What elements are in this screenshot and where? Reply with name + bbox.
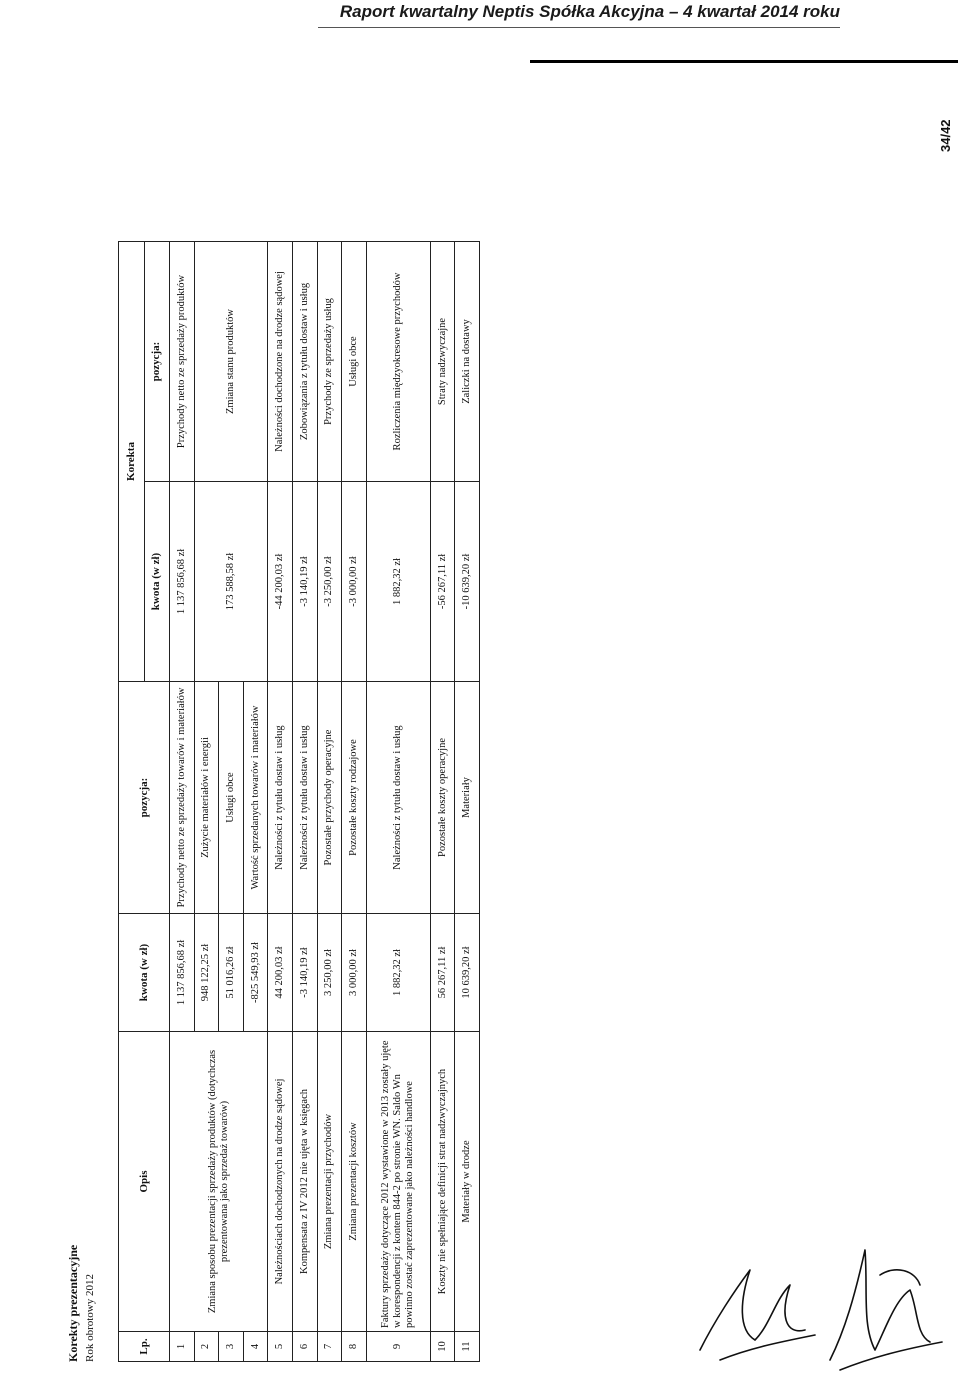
cell-korekta-kwota: -3 140,19 zł [293,482,318,682]
cell-opis: Faktury sprzedaży dotyczące 2012 wystawione w 2013 zostały ujęte w korespondencji z kontem 844-2 po stronie WN. Saldo Wn powinno zostać zaprezentowane jako należności handlowe [366,1032,430,1332]
cell-korekta-pozycja: Zobowiązania z tytułu dostaw i usług [293,242,318,482]
header-rule [318,27,840,28]
header-pozycja: pozycja: [119,682,170,914]
cell-kwota: 56 267,11 zł [430,914,455,1032]
table-row [293,242,318,1362]
cell-opis: Należnościach dochodzonych na drodze sądowej [268,1032,293,1332]
cell-korekta-pozycja: Należności dochodzone na drodze sądowej [268,242,293,482]
cell-lp: 10 [430,1332,455,1362]
header-korekta-pozycja: pozycja: [144,242,170,482]
cell-kwota: -825 549,93 zł [243,914,268,1032]
table-row [366,242,430,1362]
cell-korekta-kwota: -10 639,20 zł [455,482,480,682]
header-korekta-kwota: kwota (w zł) [144,482,170,682]
cell-lp: 3 [219,1332,244,1362]
cell-pozycja: Należności z tytułu dostaw i usług [268,682,293,914]
rotated-scanned-page [60,242,480,1362]
header-korekta: Korekta [119,242,145,682]
cell-korekta-pozycja: Zaliczki na dostawy [455,242,480,482]
cell-lp: 7 [317,1332,342,1362]
cell-lp: 1 [170,1332,195,1362]
cell-lp: 4 [243,1332,268,1362]
report-header-title: Raport kwartalny Neptis Spółka Akcyjna – 4 kwartał 2014 roku [339,2,840,21]
cell-lp: 11 [455,1332,480,1362]
cell-pozycja: Wartość sprzedanych towarów i materiałów [243,682,268,914]
cell-opis: Koszty nie spełniające definicji strat nadzwyczajnych [430,1032,455,1332]
cell-korekta-kwota: 173 588,58 zł [194,482,268,682]
cell-kwota: -3 140,19 zł [293,914,318,1032]
cell-pozycja: Pozostałe przychody operacyjne [317,682,342,914]
cell-pozycja: Należności z tytułu dostaw i usług [366,682,430,914]
cell-pozycja: Zużycie materiałów i energii [194,682,219,914]
table-row [268,242,293,1362]
document-subtitle: Rok obrotowy 2012 [84,1274,96,1362]
table-row [317,242,342,1362]
cell-korekta-kwota: 1 882,32 zł [366,482,430,682]
cell-lp: 5 [268,1332,293,1362]
cell-pozycja: Pozostałe koszty operacyjne [430,682,455,914]
handwritten-signatures [680,1230,950,1380]
cell-korekta-pozycja: Zmiana stanu produktów [194,242,268,482]
cell-pozycja: Przychody netto ze sprzedaży towarów i materiałów [170,682,195,914]
cell-lp: 9 [366,1332,430,1362]
table-row [170,242,195,1362]
cell-pozycja: Pozostałe koszty rodzajowe [342,682,367,914]
document-title: Korekty prezentacyjne [66,1244,80,1362]
header-lp: Lp. [119,1332,170,1362]
cell-korekta-pozycja: Rozliczenia międzyokresowe przychodów [366,242,430,482]
header-thick-rule [530,60,958,63]
cell-korekta-kwota: 1 137 856,68 zł [170,482,195,682]
cell-kwota: 10 639,20 zł [455,914,480,1032]
header-kwota: kwota (w zł) [119,914,170,1032]
corrections-table [118,241,480,1362]
cell-korekta-pozycja: Przychody netto ze sprzedaży produktów [170,242,195,482]
cell-korekta-kwota: -44 200,03 zł [268,482,293,682]
cell-kwota: 948 122,25 zł [194,914,219,1032]
table-row [455,242,480,1362]
cell-opis: Zmiana sposobu prezentacji sprzedaży produktów (dotychczas prezentowana jako sprzedaż towarów) [170,1032,268,1332]
table-row [430,242,455,1362]
cell-opis: Kompensata z IV 2012 nie ujęta w księgach [293,1032,318,1332]
cell-kwota: 3 000,00 zł [342,914,367,1032]
cell-opis: Zmiana prezentacji kosztów [342,1032,367,1332]
cell-korekta-kwota: -3 000,00 zł [342,482,367,682]
cell-korekta-kwota: -3 250,00 zł [317,482,342,682]
cell-korekta-kwota: -56 267,11 zł [430,482,455,682]
header-opis: Opis [119,1032,170,1332]
cell-opis: Materiały w drodze [455,1032,480,1332]
cell-lp: 2 [194,1332,219,1362]
page-number: 34/42 [938,119,953,152]
cell-korekta-pozycja: Przychody ze sprzedaży usług [317,242,342,482]
cell-kwota: 44 200,03 zł [268,914,293,1032]
cell-lp: 8 [342,1332,367,1362]
cell-kwota: 1 882,32 zł [366,914,430,1032]
cell-pozycja: Materiały [455,682,480,914]
cell-opis: Zmiana prezentacji przychodów [317,1032,342,1332]
cell-korekta-pozycja: Usługi obce [342,242,367,482]
cell-pozycja: Usługi obce [219,682,244,914]
cell-kwota: 3 250,00 zł [317,914,342,1032]
table-row [342,242,367,1362]
cell-korekta-pozycja: Straty nadzwyczajne [430,242,455,482]
cell-kwota: 51 016,26 zł [219,914,244,1032]
cell-pozycja: Należności z tytułu dostaw i usług [293,682,318,914]
cell-kwota: 1 137 856,68 zł [170,914,195,1032]
cell-lp: 6 [293,1332,318,1362]
